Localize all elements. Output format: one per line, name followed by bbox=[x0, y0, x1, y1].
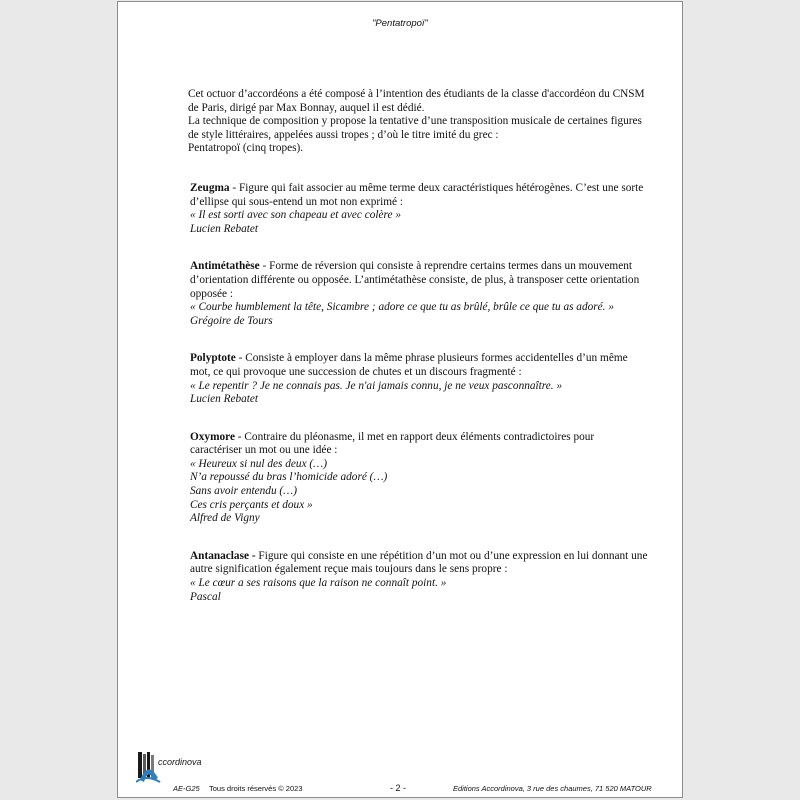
trope-definition-text: Figure qui consiste en une répétition d’un mot ou d’une expression en lui donnant une autre signification également reçue mais toujours dans le sens propre : bbox=[190, 549, 648, 576]
quote-line: Sans avoir entendu (…) bbox=[190, 485, 297, 498]
quote-line: « Heureux si nul des deux (…) bbox=[190, 457, 327, 470]
quote-author: Pascal bbox=[190, 590, 221, 603]
trope-quote bbox=[190, 458, 648, 512]
trope-definition-text: - Consiste à employer dans la même phrase plusieurs formes accidentelles d’un même mot, ce qui provoque une succession de chutes et un discours fragmenté : bbox=[190, 352, 628, 378]
trope-definition-text: - Contraire du pléonasme, il met en rapport deux éléments contradictoires pour caractériser un mot ou une idée : bbox=[190, 430, 595, 457]
quote-author: Alfred de Vigny bbox=[190, 512, 260, 525]
trope-definition bbox=[190, 260, 648, 301]
intro-paragraph-1: Cet octuor d’accordéons a été composé à l’intention des étudiants de la classe d'accordéon du CNSM de Paris, dirigé par Max Bonnay, auquel il est dédié. bbox=[188, 88, 645, 114]
trope-term: Polyptote bbox=[190, 352, 236, 365]
trope-term: Zeugma bbox=[190, 181, 230, 194]
footer-copyright: Tous droits réservés © 2023 bbox=[209, 784, 303, 793]
page-header-title: "Pentatropoï" bbox=[372, 18, 428, 29]
quote-line: « Le cœur a ses raisons que la raison ne connaît point. » bbox=[190, 577, 447, 590]
document-page bbox=[117, 1, 683, 798]
footer-page-number: - 2 - bbox=[390, 783, 407, 793]
quote-line: Ces cris perçants et doux » bbox=[190, 498, 313, 511]
footer-catalog-code: AE-G25 bbox=[173, 784, 200, 793]
logo-wordmark: ccordinova bbox=[158, 757, 202, 767]
trope-antanaclase bbox=[190, 550, 648, 604]
trope-definition bbox=[190, 550, 648, 577]
quote-line: « Il est sorti avec son chapeau et avec colère » bbox=[190, 209, 402, 222]
trope-term: Oxymore bbox=[190, 430, 235, 443]
trope-polyptote bbox=[190, 352, 648, 406]
trope-definition bbox=[190, 182, 648, 209]
intro-title-line: Pentatropoï (cinq tropes). bbox=[188, 142, 304, 155]
trope-quote bbox=[190, 380, 648, 394]
trope-term: Antanaclase - bbox=[190, 549, 256, 562]
trope-antimetathese bbox=[190, 260, 648, 328]
trope-definition-text: - Forme de réversion qui consiste à reprendre certains termes dans un mouvement d’orientation différente ou opposée. L’antimétathèse consiste, de plus, à transposer cette orientation opposée : bbox=[190, 260, 640, 300]
trope-quote bbox=[190, 209, 648, 223]
document-body bbox=[188, 88, 648, 628]
trope-definition bbox=[190, 431, 648, 458]
trope-zeugma bbox=[190, 182, 648, 236]
intro-paragraph-2 bbox=[188, 115, 648, 156]
quote-line: « Courbe humblement la tête, Sicambre ; adore ce que tu as brûlé, brûle ce que tu as adoré. » bbox=[190, 301, 614, 314]
quote-line: « Le repentir ? Je ne connais pas. Je n'ai jamais connu, je ne veux pasconnaître. » bbox=[190, 379, 563, 392]
trope-definition bbox=[190, 352, 648, 379]
intro-paragraph-2-text: La technique de composition y propose la tentative d’une transposition musicale de certaines figures de style littéraires, appelées aussi tropes ; d’où le titre imité du grec : bbox=[188, 115, 642, 141]
quote-author: Lucien Rebatet bbox=[190, 393, 259, 406]
trope-oxymore bbox=[190, 431, 648, 526]
trope-term: Antimétathèse bbox=[190, 260, 260, 273]
footer-publisher-address: Editions Accordinova, 3 rue des chaumes, 71 520 MATOUR bbox=[453, 784, 652, 793]
quote-author: Grégoire de Tours bbox=[190, 314, 273, 327]
trope-quote bbox=[190, 301, 648, 315]
trope-definition-text: - Figure qui fait associer au même terme deux caractéristiques hétérogènes. C’est une sorte d’ellipse qui sous-entend un mot non exprimé : bbox=[190, 181, 644, 208]
quote-line: N’a repoussé du bras l’homicide adoré (…) bbox=[190, 471, 388, 484]
accordion-bellows-icon bbox=[136, 752, 160, 782]
quote-author: Lucien Rebatet bbox=[190, 222, 259, 235]
trope-quote bbox=[190, 577, 648, 591]
